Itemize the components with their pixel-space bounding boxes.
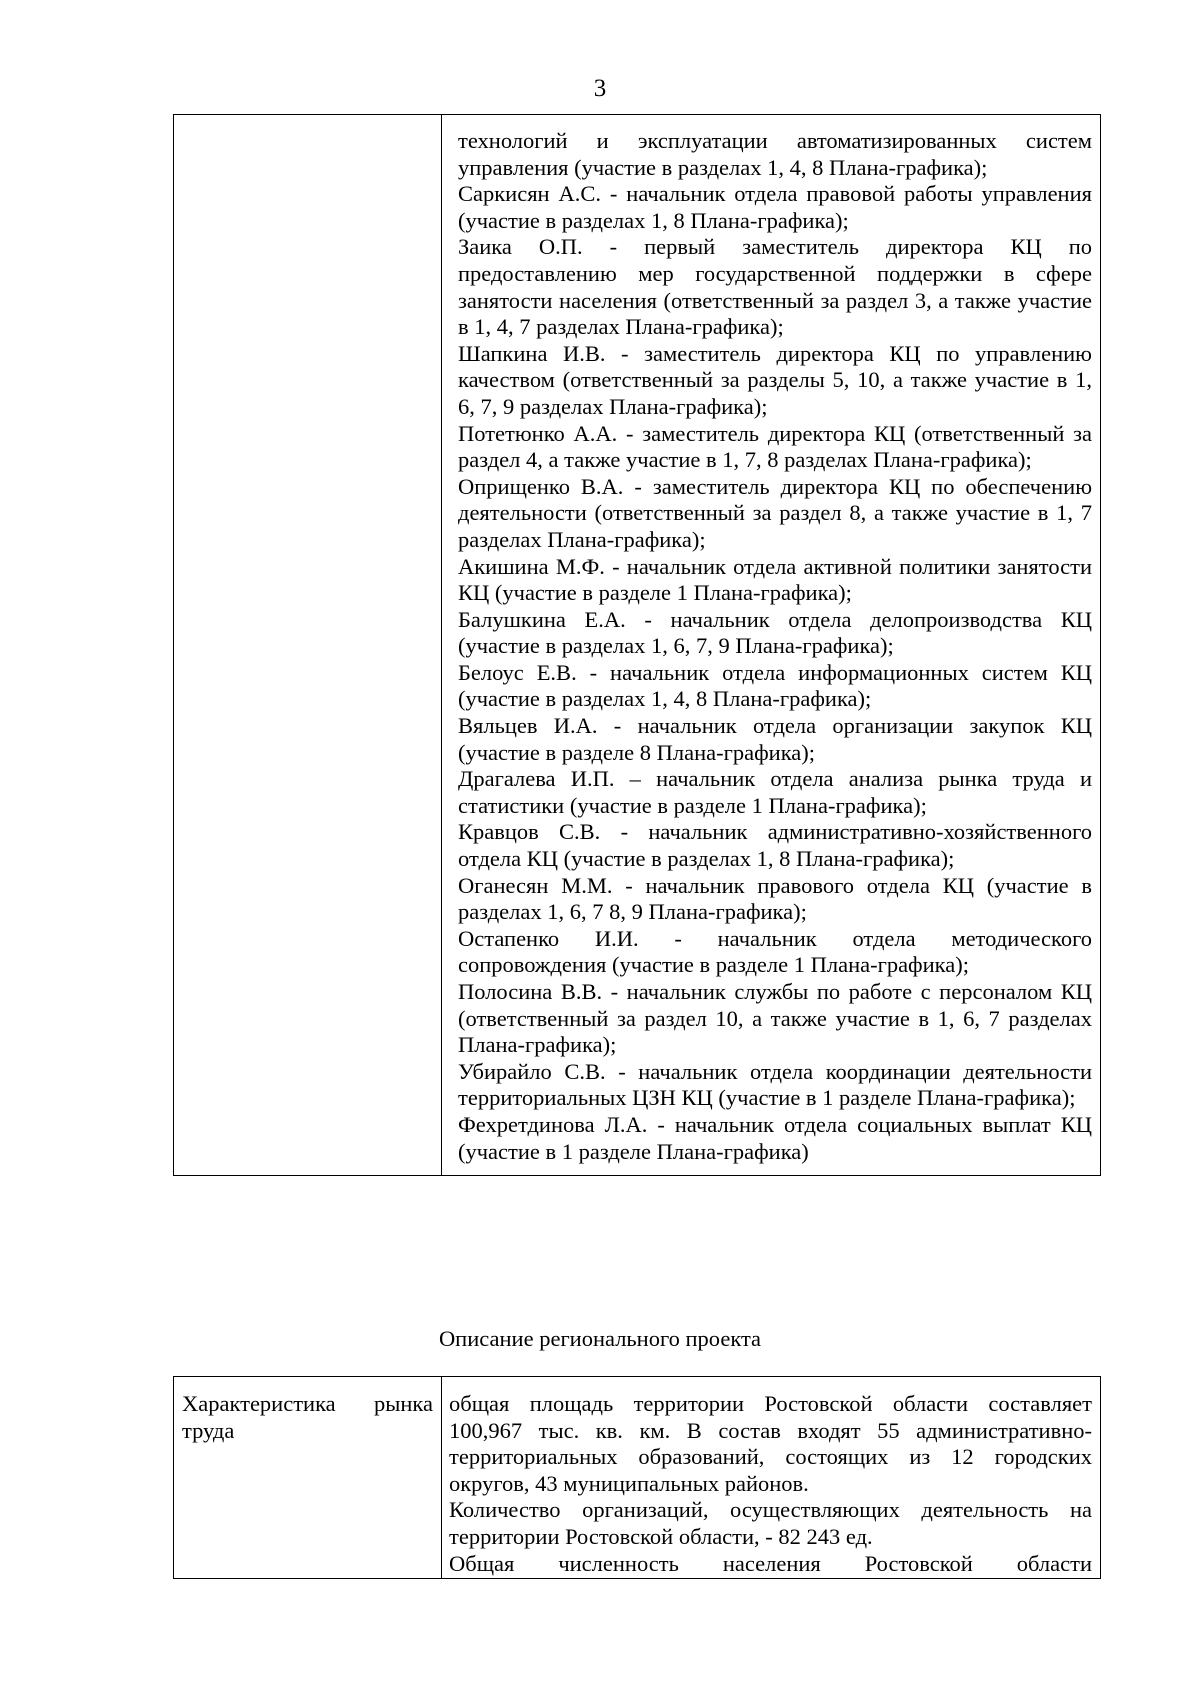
responsible-entry: Фехретдинова Л.А. - начальник отдела социальных выплат КЦ (участие в 1 разделе Плана-графика) — [458, 1111, 1092, 1164]
labor-market-description-cell — [442, 1377, 1101, 1579]
responsible-entry: Акишина М.Ф. - начальник отдела активной политики занятости КЦ (участие в разделе 1 Плана-графика); — [458, 553, 1092, 606]
section-title: Описание регионального проекта — [438, 1326, 762, 1351]
description-paragraph: Количество организаций, осуществляющих деятельность на территории Ростовской области, - 82 243 ед. — [449, 1497, 1092, 1549]
description-paragraph: общая площадь территории Ростовской области составляет 100,967 тыс. кв. км. В состав входят 55 административно-территориальных образований, состоящих из 12 городских округов, 43 муниципальных районов. — [449, 1391, 1092, 1496]
project-description-table — [173, 1376, 1101, 1579]
responsible-entry: Оприщенко В.А. - заместитель директора КЦ по обеспечению деятельности (ответственный за раздел 8, а также участие в 1, 7 разделах Плана-графика); — [458, 473, 1092, 552]
responsible-entry: Белоус Е.В. - начальник отдела информационных систем КЦ (участие в разделах 1, 4, 8 Плана-графика); — [458, 659, 1092, 712]
responsible-entry: Остапенко И.И. - начальник отдела методического сопровождения (участие в разделе 1 Плана-графика); — [458, 925, 1092, 978]
responsible-entry: Оганесян М.М. - начальник правового отдела КЦ (участие в разделах 1, 6, 7 8, 9 Плана-графика); — [458, 872, 1092, 925]
responsible-entry: Кравцов С.В. - начальник административно-хозяйственного отдела КЦ (участие в разделах 1, 8 Плана-графика); — [458, 819, 1092, 872]
responsible-entry: Саркисян А.С. - начальник отдела правовой работы управления (участие в разделах 1, 8 Плана-графика); — [458, 181, 1092, 233]
responsible-entry: Заика О.П. - первый заместитель директора КЦ по предоставлению мер государственной поддержки в сфере занятости населения (ответственный за раздел 3, а также участие в 1, 4, 7 разделах Плана-графика); — [458, 234, 1092, 340]
labor-market-label: Характеристика рынка труда — [182, 1391, 433, 1443]
responsibles-list-cell — [442, 115, 1101, 1176]
responsible-entry: Шапкина И.В. - заместитель директора КЦ по управлению качеством (ответственный за разделы 5, 10, а также участие в 1, 6, 7, 9 разделах Плана-графика); — [458, 340, 1092, 419]
responsible-entry: Вяльцев И.А. - начальник отдела организации закупок КЦ (участие в разделе 8 Плана-графика); — [458, 713, 1092, 765]
responsibles-table — [173, 114, 1101, 1176]
responsible-entry: Убирайло С.В. - начальник отдела координации деятельности территориальных ЦЗН КЦ (участие в 1 разделе Плана-графика); — [458, 1058, 1092, 1111]
labor-market-label-cell — [174, 1377, 442, 1579]
description-paragraph: Общая численность населения Ростовской области — [449, 1550, 1092, 1576]
page-number: 3 — [593, 75, 607, 102]
responsible-entry: Потетюнко А.А. - заместитель директора КЦ (ответственный за раздел 4, а также участие в 1, 7, 8 разделах Плана-графика); — [458, 420, 1092, 473]
responsible-entry: технологий и эксплуатации автоматизированных систем управления (участие в разделах 1, 4, 8 Плана-графика); — [458, 128, 1092, 180]
responsible-entry: Балушкина Е.А. - начальник отдела делопроизводства КЦ (участие в разделах 1, 6, 7, 9 Плана-графика); — [458, 606, 1092, 659]
responsible-entry: Полосина В.В. - начальник службы по работе с персоналом КЦ (ответственный за раздел 10, а также участие в 1, 6, 7 разделах Плана-графика); — [458, 979, 1092, 1058]
responsibles-label-cell — [174, 115, 442, 1176]
responsible-entry: Драгалева И.П. – начальник отдела анализа рынка труда и статистики (участие в разделе 1 Плана-графика); — [458, 766, 1092, 818]
